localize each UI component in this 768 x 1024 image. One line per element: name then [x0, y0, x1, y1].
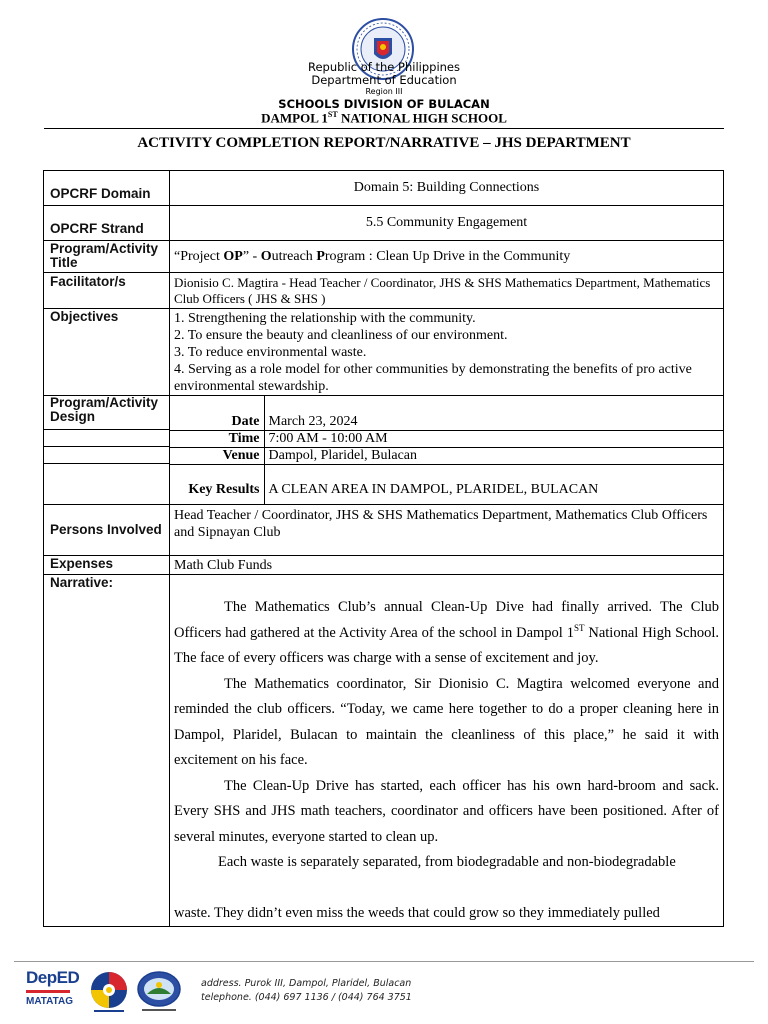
expenses-row [44, 556, 724, 575]
time-label: Time [170, 430, 264, 447]
facilitator-row [44, 273, 724, 309]
persons-row [44, 505, 724, 556]
report-table [43, 170, 724, 927]
venue-label: Venue [170, 447, 264, 464]
results-label: Key Results [170, 464, 264, 504]
objectives-label: Objectives [44, 309, 170, 396]
school-name: DAMPOL 1ST NATIONAL HIGH SCHOOL [261, 110, 507, 126]
objectives-list [170, 309, 724, 396]
persons-label: Persons Involved [44, 505, 170, 556]
title-value: “Project OP” - Outreach Program : Clean Up Drive in the Community [170, 241, 724, 273]
expenses-value: Math Club Funds [170, 556, 724, 575]
design-row [44, 396, 724, 505]
title-label: Program/Activity Title [44, 241, 170, 273]
narrative-paragraph: Each waste is separately separated, from biodegradable and non-biodegradable [218, 854, 676, 870]
strand-value: 5.5 Community Engagement [170, 206, 724, 241]
objective-item: 2. To ensure the beauty and cleanliness of our environment. [174, 328, 508, 343]
school-seal-logo [136, 970, 182, 1014]
deped-logo-text: DepED [26, 968, 80, 987]
date-value: March 23, 2024 [264, 396, 723, 430]
footer-divider [14, 961, 754, 962]
design-details [170, 396, 724, 505]
domain-label: OPCRF Domain [44, 171, 170, 206]
footer-address: address. Purok III, Dampol, Plaridel, Bulacan [201, 978, 412, 989]
narrative-paragraph: The Clean-Up Drive has started, each officer has his own hard-broom and sack. Every SHS and JHS math teachers, coordinator and officers have been positioned. After of several minutes, everyone started to clean up. [174, 777, 719, 845]
facilitator-label: Facilitator/s [44, 273, 170, 309]
footer-telephone: telephone. (044) 697 1136 / (044) 764 3751 [201, 992, 412, 1003]
title-row [44, 241, 724, 273]
strand-label: OPCRF Strand [44, 206, 170, 241]
design-detail-table [170, 396, 723, 504]
facilitator-value: Dionisio C. Magtira - Head Teacher / Coordinator, JHS & SHS Mathematics Department, Mathematics Club Officers ( JHS & SHS ) [170, 273, 724, 309]
date-label: Date [170, 396, 264, 430]
matatag-logo-text: MATATAG [26, 996, 74, 1007]
footer-contact [201, 977, 412, 1005]
narrative-label: Narrative: [44, 575, 170, 927]
narrative-body [170, 575, 724, 927]
domain-value: Domain 5: Building Connections [170, 171, 724, 206]
results-value: A CLEAN AREA IN DAMPOL, PLARIDEL, BULACAN [268, 482, 599, 498]
strand-row [44, 206, 724, 241]
objective-item: 4. Serving as a role model for other communities by demonstrating the benefits of pro active environmental stewardship. [174, 362, 692, 394]
department-line: Department of Education [311, 73, 457, 87]
narrative-paragraph: The Mathematics Club’s annual Clean-Up Dive had finally arrived. The Club Officers had gathered at the Activity Area of the school in Dampol 1ST National High School. The face of every officers was charge with a sense of excitement and joy. [174, 599, 719, 666]
expenses-label: Expenses [44, 556, 170, 575]
persons-value: Head Teacher / Coordinator, JHS & SHS Mathematics Department, Mathematics Club Officers and Sipnayan Club [170, 505, 724, 556]
division-line: SCHOOLS DIVISION OF BULACAN [278, 97, 490, 111]
objective-item: 1. Strengthening the relationship with the community. [174, 311, 476, 326]
narrative-paragraph: The Mathematics coordinator, Sir Dionisio C. Magtira welcomed everyone and reminded the club officers. “Today, we came here together to do a proper cleaning here in Dampol, Plaridel, Bulacan to maintain the cleanliness of this place,” he said it with excitement on his face. [174, 675, 719, 768]
design-label: Program/Activity Design [44, 396, 169, 430]
narrative-row [44, 575, 724, 927]
republic-line: Republic of the Philippines [307, 60, 461, 74]
objectives-row [44, 309, 724, 396]
venue-value: Dampol, Plaridel, Bulacan [264, 447, 723, 464]
time-value: 7:00 AM - 10:00 AM [264, 430, 723, 447]
deped-matatag-logo [26, 968, 82, 1018]
design-label-cell [44, 396, 170, 505]
region-line: Region III [365, 87, 403, 96]
narrative-paragraph: waste. They didn’t even miss the weeds that could grow so they immediately pulled [174, 904, 660, 921]
report-title: ACTIVITY COMPLETION REPORT/NARRATIVE – JHS DEPARTMENT [137, 135, 631, 151]
objective-item: 3. To reduce environmental waste. [174, 345, 367, 360]
header-divider [44, 128, 724, 129]
domain-row [44, 171, 724, 206]
bagong-pilipinas-logo [88, 970, 130, 1014]
